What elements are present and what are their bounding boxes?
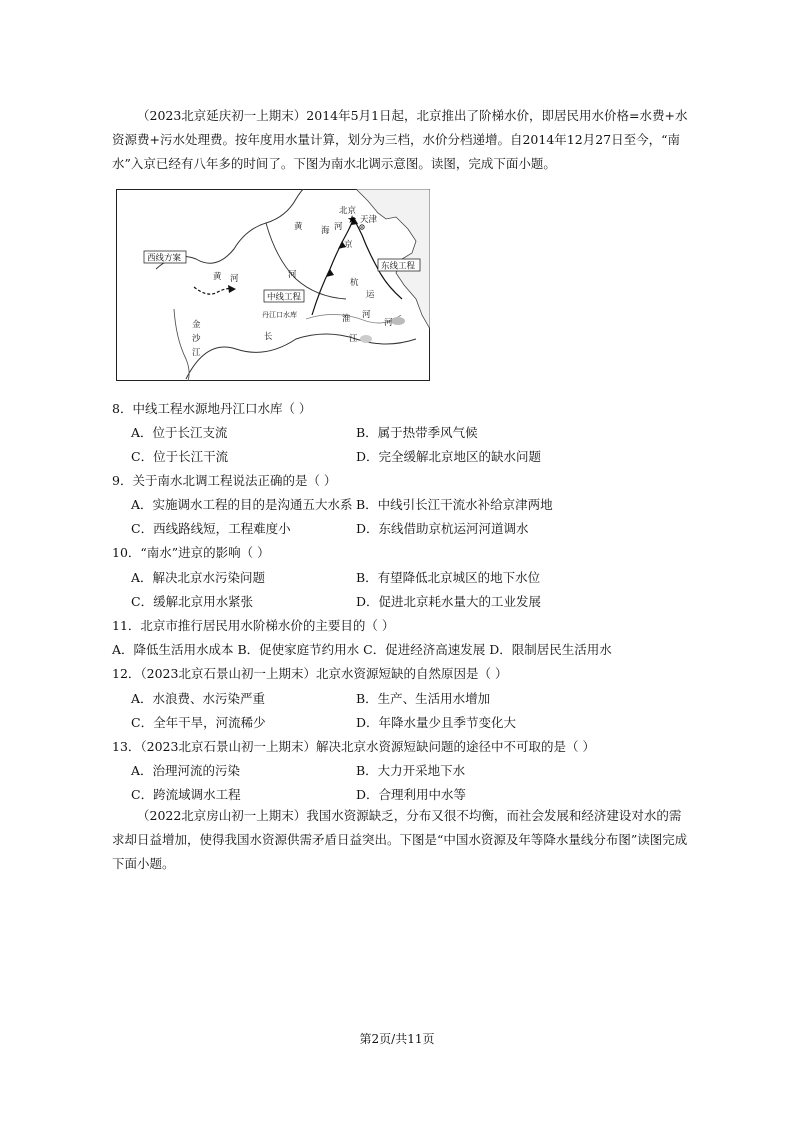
- map-label-huang1: 黄: [294, 222, 303, 232]
- map-label-west-route: 西线方案: [147, 253, 182, 264]
- map-label-jiang2: 江: [192, 348, 201, 358]
- map-label-huang2: 黄: [213, 272, 222, 282]
- map-label-he1: 河: [334, 222, 343, 232]
- q11-options-line[interactable]: A．降低生活用水成本 B．促使家庭节约用水 C．促进经济高速发展 D．限制居民生活用水: [112, 642, 612, 657]
- q12-option-a[interactable]: A．水浪费、水污染严重: [131, 691, 266, 706]
- q10-option-c[interactable]: C．缓解北京用水紧张: [131, 594, 254, 609]
- intro-paragraph-1: （2023北京延庆初一上期末）2014年5月1日起，北京推出了阶梯水价，即居民用水价格=水费+水资源费+污水处理费。按年度用水量计算，划分为三档，水价分档递增。自2014年12月27日至今，“南水”入京已经有八年多的时间了。下图为南水北调示意图。读图，完成下面小题。: [112, 108, 688, 171]
- q13-option-c[interactable]: C．跨流域调水工程: [131, 787, 241, 802]
- q10-option-b[interactable]: B．有望降低北京城区的地下水位: [356, 570, 541, 585]
- intro-paragraph-2: （2022北京房山初一上期末）我国水资源缺乏，分布又很不均衡，而社会发展和经济建设对水的需求却日益增加，使得我国水资源供需矛盾日益突出。下图是“中国水资源及年等降水量线分布图”读图完成下面小题。: [112, 808, 688, 871]
- q9-option-c[interactable]: C．西线路线短，工程难度小: [131, 521, 291, 536]
- page-footer: 第2页/共11页: [359, 1032, 435, 1046]
- q13-option-a[interactable]: A．治理河流的污染: [131, 763, 241, 778]
- q9-option-b[interactable]: B．中线引长江干流水补给京津两地: [356, 497, 553, 512]
- svg-text:★: ★: [347, 213, 357, 226]
- map-label-beijing: 北京: [339, 206, 357, 216]
- question-10-stem: 10．“南水”进京的影响（ ）: [112, 545, 270, 560]
- q12-option-c[interactable]: C．全年干旱，河流稀少: [131, 715, 266, 730]
- q8-option-c[interactable]: C．位于长江干流: [131, 449, 229, 464]
- map-label-he5: 河: [288, 270, 297, 280]
- map-label-jing: 京: [344, 240, 353, 250]
- q9-option-a[interactable]: A．实施调水工程的目的是沟通五大水系: [131, 497, 353, 512]
- map-label-tianjin: 天津: [360, 215, 378, 225]
- q12-option-b[interactable]: B．生产、生活用水增加: [356, 691, 491, 706]
- map-label-hang: 杭: [350, 278, 359, 288]
- question-13-stem: 13．（2023北京石景山初一上期末）解决北京水资源短缺问题的途径中不可取的是（ ）: [112, 739, 595, 754]
- map-label-yun: 运: [366, 290, 375, 300]
- map-label-he2: 河: [362, 310, 371, 320]
- map-label-reservoir: 丹江口水库: [262, 311, 297, 319]
- map-label-he3: 河: [384, 318, 393, 328]
- q8-option-d[interactable]: D．完全缓解北京地区的缺水问题: [356, 449, 542, 464]
- q13-option-d[interactable]: D．合理利用中水等: [356, 787, 467, 802]
- q13-option-b[interactable]: B．大力开采地下水: [356, 763, 466, 778]
- south-north-water-diversion-map: [116, 189, 430, 381]
- map-label-huai: 淮: [342, 314, 351, 324]
- map-label-he4: 河: [230, 274, 239, 284]
- q8-option-a[interactable]: A．位于长江支流: [131, 425, 228, 440]
- map-label-jin: 金: [192, 320, 201, 330]
- map-label-chang: 长: [264, 332, 273, 342]
- map-label-hai: 海: [321, 226, 330, 236]
- q9-option-d[interactable]: D．东线借助京杭运河河道调水: [356, 521, 529, 536]
- q10-option-d[interactable]: D．促进北京耗水量大的工业发展: [356, 594, 542, 609]
- question-9-stem: 9．关于南水北调工程说法正确的是（ ）: [112, 473, 337, 488]
- map-label-east-route: 东线工程: [381, 261, 416, 272]
- map-label-jiang: 江: [349, 334, 358, 344]
- question-12-stem: 12．（2023北京石景山初一上期末）北京水资源短缺的自然原因是（ ）: [112, 666, 508, 681]
- question-8-stem: 8．中线工程水源地丹江口水库（ ）: [112, 401, 312, 416]
- map-label-middle-route: 中线工程: [267, 292, 302, 303]
- question-11-stem: 11．北京市推行居民用水阶梯水价的主要目的（ ）: [112, 618, 395, 633]
- q12-option-d[interactable]: D．年降水量少且季节变化大: [356, 715, 517, 730]
- q10-option-a[interactable]: A．解决北京水污染问题: [131, 570, 266, 585]
- map-label-sha: 沙: [192, 334, 201, 344]
- q8-option-b[interactable]: B．属于热带季风气候: [356, 425, 478, 440]
